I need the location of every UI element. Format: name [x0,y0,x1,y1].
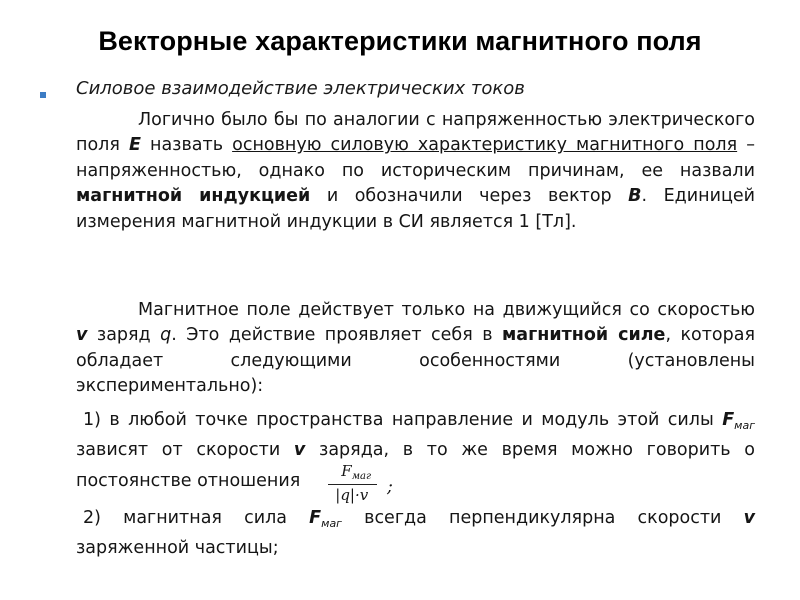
symbol-e: E [128,135,141,156]
p3-text-1: 1) в любой точке пространства направление и модуль этой силы [83,410,723,430]
symbol-v: v [293,440,306,461]
formula-semicolon: ; [387,476,393,497]
p4-text-1: 2) магнитная сила [83,508,310,528]
paragraph-3 [76,408,755,503]
symbol-q: q [160,325,172,346]
paragraph-3-block [76,408,755,503]
symbol-f: F [722,410,735,430]
formula-numerator-subscript: маг [351,470,372,482]
paragraph-1-block [76,108,755,235]
symbol-v: v [743,508,755,528]
ratio-formula [328,461,377,504]
symbol-f-subscript: маг [734,419,755,432]
paragraph-2-block [76,298,755,400]
term-magnetic-induction: магнитной индукцией [76,186,311,207]
term-magnetic-force: магнитной силе [501,325,666,346]
p2-text-2: заряд [87,325,161,346]
p3-text-2: зависят от скорости [76,440,294,461]
paragraph-4 [76,506,755,562]
p4-text-3: заряженной частицы; [76,538,279,559]
paragraph-4-block [76,506,755,562]
symbol-b: B [628,186,642,207]
symbol-v: v [76,325,88,346]
formula-numerator-f: F [341,461,352,480]
paragraph-2 [76,298,755,400]
bullet-square [40,92,46,98]
p3-text-3: заряда, в то же время можно говорить о постоянстве отношения [76,440,755,491]
p1-text-5: . Единицей измерения магнитной индукции в СИ является 1 [Тл]. [76,186,755,232]
p1-underlined-term: основную силовую характеристику магнитного поля [232,135,738,156]
symbol-f-subscript: маг [321,517,342,530]
formula-denominator: |q|·v [335,485,369,504]
p2-text-3: . Это действие проявляет себя в [171,325,502,346]
p1-text-2: назвать [140,135,233,156]
p2-text-4: , которая обладает следующими особенностями (установлены экспериментально): [76,325,755,397]
p1-text-3: – напряженностью, однако по историческим причинам, ее назвали [76,135,755,181]
paragraph-1 [76,108,755,235]
symbol-f: F [309,508,322,528]
formula-numerator [328,461,377,485]
p1-text-4: и обозначили через вектор [310,186,629,207]
p4-text-2: всегда перпендикулярна скорости [341,508,744,528]
page-title: Векторные характеристики магнитного поля [98,26,702,56]
section-subtitle: Силовое взаимодействие электрических токов [76,78,525,99]
p1-text-1: Логично было бы по аналогии с напряженностью электрического поля [76,110,755,156]
p2-text-1: Магнитное поле действует только на движущийся со скоростью [138,300,755,320]
